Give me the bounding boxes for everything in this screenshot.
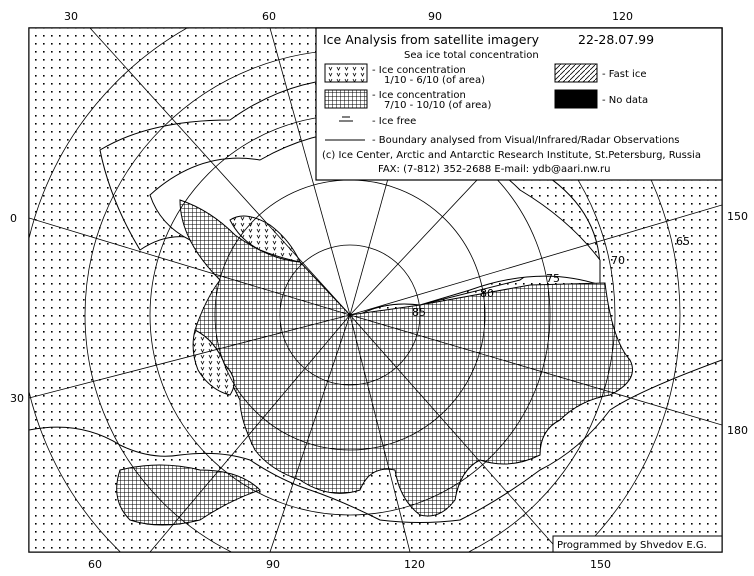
author-box — [553, 536, 722, 552]
legend-swatch-low — [325, 64, 367, 82]
legend-credit: (c) Ice Center, Arctic and Antarctic Research Institute, St.Petersburg, Russia — [322, 150, 701, 161]
lon-right-150: 150 — [727, 210, 748, 223]
lon-top-90: 90 — [428, 10, 442, 23]
lon-top-30: 30 — [64, 10, 78, 23]
lat-label-80: 80 — [480, 287, 494, 300]
lon-bottom-60: 60 — [88, 558, 102, 571]
map-subtitle: Sea ice total concentration — [404, 50, 539, 61]
legend-ice-free: - Ice free — [372, 116, 417, 127]
legend — [316, 28, 722, 180]
lon-top-60: 60 — [262, 10, 276, 23]
legend-high-line1: - Ice concentration — [372, 90, 466, 101]
lon-right-180: 180 — [727, 424, 748, 437]
legend-contact: FAX: (7-812) 352-2688 E-mail: ydb@aari.nw.ru — [378, 164, 611, 175]
author-credit: Programmed by Shvedov E.G. — [557, 540, 707, 551]
map-title: Ice Analysis from satellite imagery — [323, 32, 539, 47]
legend-swatch-high — [325, 90, 367, 108]
legend-swatch-no-data — [555, 90, 597, 108]
lat-label-65: 65 — [676, 235, 690, 248]
map-period: 22-28.07.99 — [578, 32, 655, 47]
lat-label-75: 75 — [546, 272, 560, 285]
lat-label-85: 85 — [412, 306, 426, 319]
legend-high-line2: 7/10 - 10/10 (of area) — [384, 100, 492, 111]
lon-left-0: 0 — [10, 212, 17, 225]
lon-top-120: 120 — [612, 10, 633, 23]
legend-low-line1: - Ice concentration — [372, 65, 466, 76]
lat-label-70: 70 — [611, 254, 625, 267]
legend-no-data: - No data — [602, 95, 649, 106]
lon-bottom-120: 120 — [404, 558, 425, 571]
legend-boundary: - Boundary analysed from Visual/Infrared/Radar Observations — [372, 135, 680, 146]
legend-low-line2: 1/10 - 6/10 (of area) — [384, 75, 485, 86]
lon-bottom-90: 90 — [266, 558, 280, 571]
lon-left-30: 30 — [10, 392, 24, 405]
lon-bottom-150: 150 — [590, 558, 611, 571]
legend-fast-ice: - Fast ice — [602, 69, 647, 80]
legend-swatch-fast-ice — [555, 64, 597, 82]
